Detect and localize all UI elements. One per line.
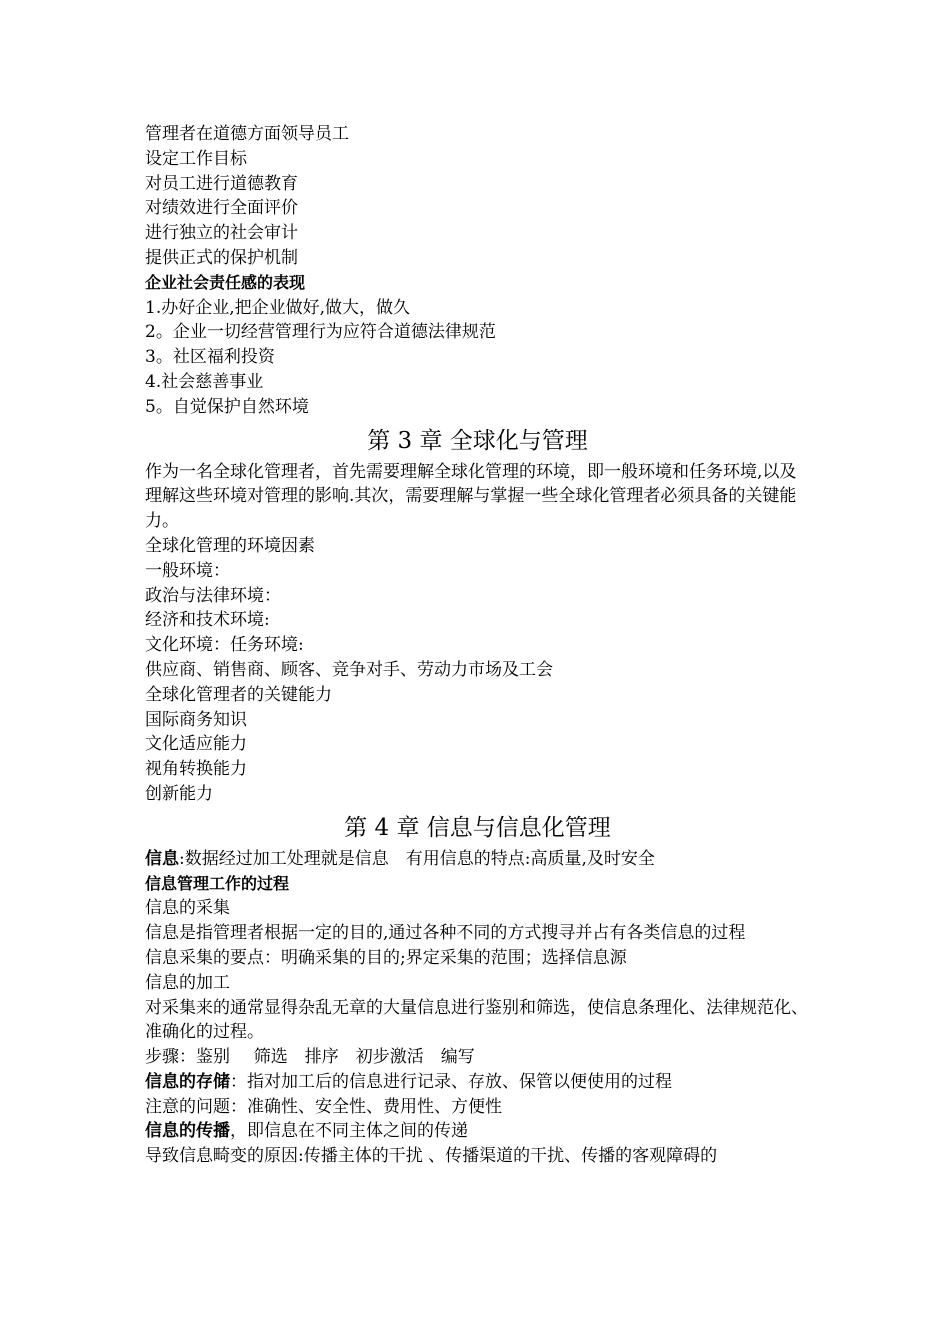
- spread-label: 信息的传播: [145, 1121, 230, 1142]
- collect-definition: 信息是指管理者根据一定的目的,通过各种不同的方式搜寻并占有各类信息的过程: [145, 923, 746, 944]
- text-line: 全球化管理者的关键能力: [145, 684, 332, 705]
- text-line: 提供正式的保护机制: [145, 247, 298, 268]
- text-line: 一般环境：: [145, 560, 230, 581]
- storage-label: 信息的存储: [145, 1071, 230, 1092]
- text-line: 经济和技术环境:: [145, 610, 270, 631]
- text-line: 供应商、销售商、顾客、竞争对手、劳动力市场及工会: [145, 659, 553, 680]
- info-features: 有用信息的特点:高质量,及时安全: [405, 848, 655, 869]
- text-line: 对绩效进行全面评价: [145, 198, 298, 219]
- info-definition-text: :数据经过加工处理就是信息: [179, 848, 389, 869]
- steps-label: 步骤：鉴别: [145, 1047, 230, 1068]
- collect-title: 信息的采集: [145, 898, 230, 919]
- document-page: [145, 122, 810, 1169]
- info-definition: [145, 847, 810, 872]
- text-line: 进行独立的社会审计: [145, 223, 298, 244]
- chapter-3-list: [145, 534, 810, 807]
- csr-list: [145, 296, 810, 420]
- chapter-3-title: 第 3 章 全球化与管理: [367, 427, 588, 454]
- step-item: 编写: [440, 1047, 475, 1068]
- process-definition: 对采集来的通常显得杂乱无章的大量信息进行鉴别和筛选，使信息条理化、法律规范化、准确化的过程。: [145, 997, 808, 1043]
- attention-line: 注意的问题：准确性、安全性、费用性、方便性: [145, 1096, 502, 1117]
- distortion-line: 导致信息畸变的原因:传播主体的干扰 、传播渠道的干扰、传播的客观障碍的: [145, 1146, 718, 1167]
- list-item: 2。企业一切经营管理行为应符合道德法律规范: [145, 322, 496, 343]
- step-item: 初步激活: [355, 1047, 424, 1068]
- text-line: 管理者在道德方面领导员工: [145, 124, 349, 144]
- csr-heading: 企业社会责任感的表现: [145, 272, 306, 292]
- process-title: 信息的加工: [145, 972, 230, 993]
- process-heading: 信息管理工作的过程: [145, 873, 290, 893]
- text-line: 国际商务知识: [145, 709, 247, 730]
- text-line: 政治与法律环境：: [145, 585, 281, 606]
- list-item: 3。社区福利投资: [145, 347, 275, 368]
- storage-text: ：指对加工后的信息进行记录、存放、保管以便使用的过程: [230, 1071, 672, 1092]
- chapter-3-intro: 作为一名全球化管理者，首先需要理解全球化管理的环境，即一般环境和任务环境,以及理解这些环境对管理的影响.其次，需要理解与掌握一些全球化管理者必须具备的关键能力。: [145, 461, 797, 532]
- step-item: 排序: [304, 1047, 339, 1068]
- text-line: 创新能力: [145, 783, 213, 804]
- chapter-4-title: 第 4 章 信息与信息化管理: [344, 814, 611, 841]
- step-item: 筛选: [253, 1047, 288, 1068]
- list-item: 1.办好企业,把企业做好,做大，做久: [145, 297, 411, 318]
- collect-points: 信息采集的要点：明确采集的目的;界定采集的范围；选择信息源: [145, 947, 627, 968]
- list-item: 4.社会慈善事业: [145, 371, 264, 392]
- spread-text: ，即信息在不同主体之间的传递: [230, 1121, 468, 1142]
- text-line: 对员工进行道德教育: [145, 173, 298, 194]
- spread-line: [145, 1119, 810, 1144]
- text-line: 文化适应能力: [145, 734, 247, 755]
- info-definition-label: 信息: [145, 848, 179, 869]
- text-line: 设定工作目标: [145, 148, 247, 169]
- steps-line: [145, 1045, 810, 1070]
- storage-line: [145, 1070, 810, 1095]
- text-line: 文化环境：任务环境:: [145, 635, 304, 656]
- ethics-list: [145, 122, 810, 271]
- list-item: 5。自觉保护自然环境: [145, 396, 309, 417]
- text-line: 视角转换能力: [145, 759, 247, 780]
- text-line: 全球化管理的环境因素: [145, 535, 315, 556]
